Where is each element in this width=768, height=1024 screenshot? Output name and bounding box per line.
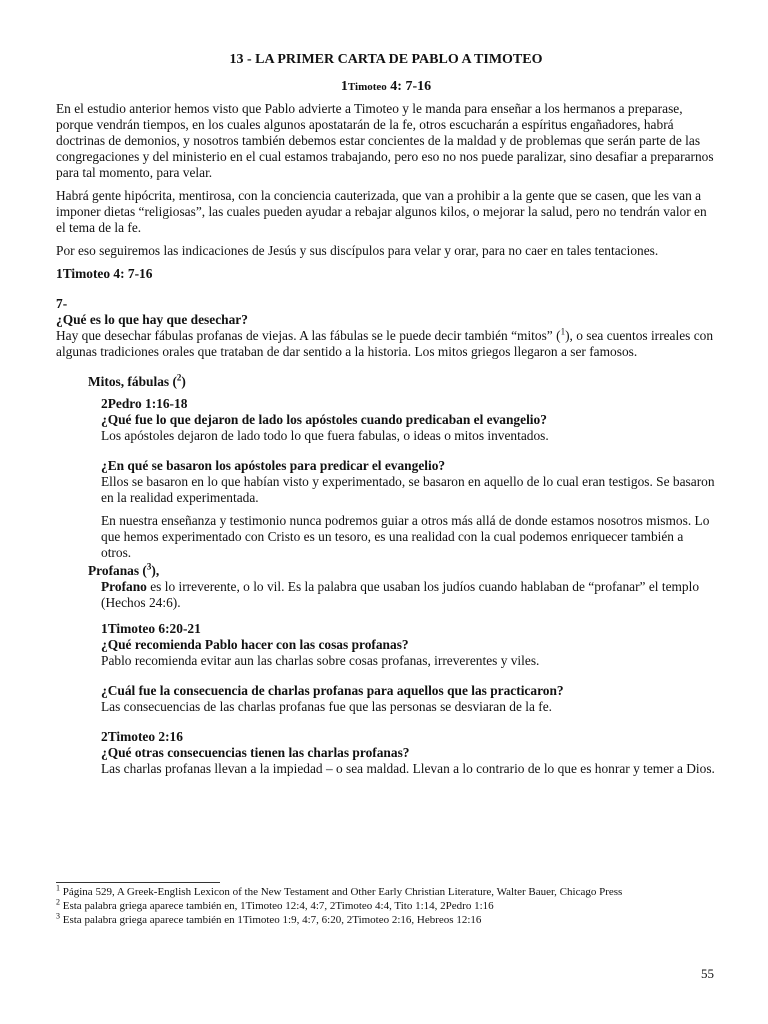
- profanas-heading-end: ),: [151, 563, 160, 578]
- profanas-heading: Profanas (: [88, 563, 147, 578]
- footnote-ref-2: 2: [176, 372, 182, 383]
- mitos-heading-end: ): [181, 374, 186, 389]
- profano-definition-text: es lo irreverente, o lo vil. Es la palabra que usaban los judíos cuando hablaban de “profanar” el templo (Hechos 24:6).: [101, 579, 700, 610]
- profanas-question-3: ¿Qué otras consecuencias tienen las charlas profanas?: [101, 745, 410, 760]
- footnote-1: [56, 883, 716, 899]
- page-subtitle: [56, 79, 716, 95]
- mitos-answer-2: Ellos se basaron en lo que habían visto y experimentado, se basaron en aquello de lo cual eran testigos. Se basaron en la realidad experimentada.: [101, 474, 715, 505]
- footnote-3: [56, 911, 716, 927]
- profanas-reference-2: 2Timoteo 2:16: [101, 729, 183, 744]
- subtitle-pre: 1: [340, 79, 348, 94]
- profanas-answer-2: Las consecuencias de las charlas profanas fue que las personas se desviaran de la fe.: [101, 699, 552, 714]
- footnotes: [56, 883, 716, 928]
- verse-answer-text: Hay que desechar fábulas profanas de viejas. A las fábulas se le puede decir también “mitos” (: [56, 328, 561, 343]
- verse-number: 7-: [56, 296, 68, 311]
- footnote-text-3: Esta palabra griega aparece también en 1Timoteo 1:9, 4:7, 6:20, 2Timoteo 2:16, Hebreos 12:16: [60, 914, 482, 926]
- profanas-question-2: ¿Cuál fue la consecuencia de charlas profanas para aquellos que las practicaron?: [101, 683, 564, 698]
- mitos-heading: Mitos, fábulas (: [88, 374, 177, 389]
- footnote-mark-2: 2: [56, 897, 60, 907]
- profanas-answer-1: Pablo recomienda evitar aun las charlas sobre cosas profanas, irreverentes y viles.: [101, 653, 540, 668]
- footnote-text-2: Esta palabra griega aparece también en, 1Timoteo 12:4, 4:7, 2Timoteo 4:4, Tito 1:14, 2Pedro 1:16: [60, 900, 494, 912]
- profanas-answer-3: Las charlas profanas llevan a la impiedad – o sea maldad. Llevan a lo contrario de lo que es honrar y temer a Dios.: [101, 761, 715, 776]
- verse-answer: [56, 328, 716, 360]
- subtitle-book: Timoteo: [347, 81, 387, 93]
- page-number: 55: [701, 966, 714, 981]
- mitos-reference: 2Pedro 1:16-18: [101, 396, 188, 411]
- section-mitos: [101, 396, 716, 561]
- footnote-divider: [56, 882, 220, 883]
- document-body: [56, 52, 716, 777]
- verse-question: ¿Qué es lo que hay que desechar?: [56, 312, 248, 327]
- section-heading-profanas: [88, 563, 716, 579]
- intro-paragraph-1: En el estudio anterior hemos visto que Pablo advierte a Timoteo y le manda para enseñar a los hermanos a preparase, porque vendrán tiempos, en los cuales algunos apostatarán de la fe, otros escucharán a espíritus engañadores, habrá doctrinas de demonios, y nosotros también debemos estar concientes de la maldad y de problemas que serán parte de las congregaciones y del ministerio en el cual estamos trabajando, pero eso no nos puede paralizar, sino desafiar a prepararnos para tal momento, para velar.: [56, 101, 714, 180]
- profano-term: Profano: [101, 579, 147, 594]
- intro-paragraph-3: Por eso seguiremos las indicaciones de Jesús y sus discípulos para velar y orar, para no caer en tales tentaciones.: [56, 243, 659, 258]
- footnote-2: [56, 897, 716, 913]
- verse-answer-text-end: ), o sea cuentos irreales con algunas tradiciones orales que trataban de dar sentido a la historia. Los mitos griegos llegaron a ser famosos.: [56, 328, 714, 359]
- profanas-reference-1: 1Timoteo 6:20-21: [101, 621, 201, 636]
- section-heading-mitos: [88, 374, 716, 390]
- mitos-question-2: ¿En qué se basaron los apóstoles para predicar el evangelio?: [101, 458, 446, 473]
- section-profanas: [101, 579, 716, 777]
- mitos-answer-1: Los apóstoles dejaron de lado todo lo que fuera fabulas, o ideas o mitos inventados.: [101, 428, 549, 443]
- mitos-answer-3: En nuestra enseñanza y testimonio nunca podremos guiar a otros más allá de donde estamos nosotros mismos. Lo que hemos experimentado con Cristo es un tesoro, es una realidad con la cual podemos enriquecer también a otros.: [101, 513, 710, 560]
- footnote-mark-1: 1: [56, 883, 60, 893]
- footnote-ref-1: 1: [560, 326, 566, 337]
- footnote-text-1: Página 529, A Greek-English Lexicon of the New Testament and Other Early Christian Literature, Walter Bauer, Chicago Press: [60, 886, 623, 898]
- profano-definition: [101, 579, 716, 611]
- footnote-ref-3: 3: [146, 561, 152, 572]
- page-title: 13 - LA PRIMER CARTA DE PABLO A TIMOTEO: [229, 52, 543, 67]
- intro-paragraph-2: Habrá gente hipócrita, mentirosa, con la conciencia cauterizada, que van a prohibir a la gente que se casen, que les van a imponer dietas “religiosas”, las cuales pueden ayudar a rebajar algunos kilos, o mejorar la salud, pero no tendrán valor en el tema de la fe.: [56, 188, 707, 235]
- main-reference: 1Timoteo 4: 7-16: [56, 266, 153, 281]
- profanas-question-1: ¿Qué recomienda Pablo hacer con las cosas profanas?: [101, 637, 409, 652]
- footnote-mark-3: 3: [56, 911, 60, 921]
- mitos-question-1: ¿Qué fue lo que dejaron de lado los apóstoles cuando predicaban el evangelio?: [101, 412, 547, 427]
- subtitle-post: 4: 7-16: [386, 79, 432, 94]
